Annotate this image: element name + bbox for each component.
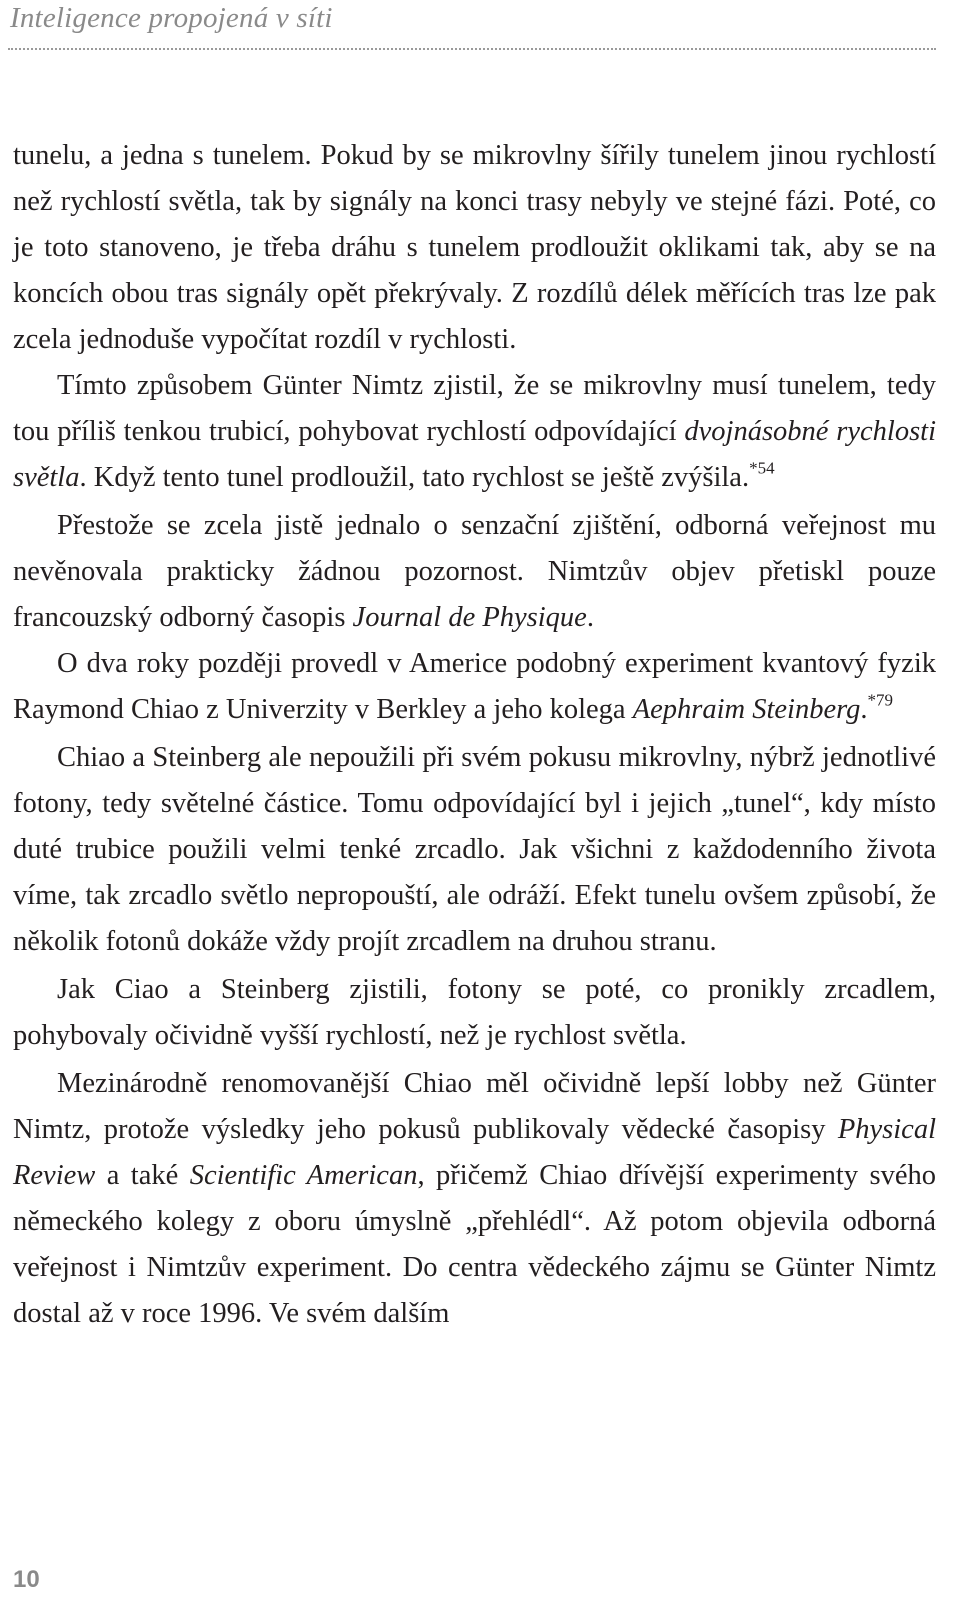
paragraph-7-text-b: a také	[95, 1160, 190, 1191]
page-number: 10	[13, 1566, 40, 1593]
paragraph-4-text-a: O dva roky později provedl v Americe podobný experiment kvantový fyzik Raymond Chiao z Univerzity v Berkley a jeho kolega	[13, 648, 936, 725]
person-name-aephraim-steinberg: Aephraim Steinberg	[632, 694, 861, 725]
paragraph-6: Jak Ciao a Steinberg zjistili, fotony se poté, co pronikly zrcadlem, pohybovaly očividně vyšší rychlostí, než je rychlost světla.	[13, 974, 936, 1051]
paragraph-5: Chiao a Steinberg ale nepoužili při svém pokusu mikrovlny, nýbrž jednotlivé fotony, tedy světelné částice. Tomu odpovídající byl i jejich „tunel“, kdy místo duté trubice použili velmi tenké zrcadlo. Jak všichni z každodenního života víme, tak zrcadlo světlo nepropouští, ale odráží. Efekt tunelu ovšem způsobí, že několik fotonů dokáže vždy projít zrcadlem na druhou stranu.	[13, 742, 936, 957]
journal-title-journal-de-physique: Journal de Physique	[352, 602, 587, 633]
paragraph-4-text-b: .	[860, 694, 868, 725]
paragraph-2	[13, 363, 936, 501]
paragraph-3-text-b: .	[586, 602, 594, 633]
journal-title-physical-review: Physical Review	[13, 1114, 936, 1191]
paragraph-3	[13, 503, 936, 641]
paragraph-2-emphasis: dvojnásobné rychlosti světla	[13, 416, 936, 493]
paragraph-2-text-a: Tímto způsobem Günter Nimtz zjistil, že se mikrovlny musí tunelem, tedy tou příliš tenkou trubicí, pohybovat rychlostí odpovídající	[13, 370, 936, 447]
paragraph-4	[13, 641, 936, 733]
header-dotted-rule	[8, 48, 936, 50]
paragraph-7-text-c: , přičemž Chiao dřívější experimenty svého německého kolegy z oboru úmyslně „přehlédl“. Až potom objevila odborná veřejnost i Nimtzův experiment. Do centra vědeckého zájmu se Günter Nimtz dostal až v roce 1996. Ve svém dalším	[13, 1160, 937, 1329]
footnote-ref-79: *79	[867, 690, 894, 710]
page-body-text	[13, 133, 936, 1337]
footnote-ref-54: *54	[749, 458, 775, 478]
paragraph-7	[13, 1061, 936, 1337]
paragraph-2-text-b: . Když tento tunel prodloužil, tato rychlost se ještě zvýšila.	[79, 462, 750, 493]
paragraph-1: tunelu, a jedna s tunelem. Pokud by se mikrovlny šířily tunelem jinou rychlostí než rychlostí světla, tak by signály na konci trasy nebyly ve stejné fázi. Poté, co je toto stanoveno, je třeba dráhu s tunelem prodloužit oklikami tak, aby se na koncích obou tras signály opět překrývaly. Z rozdílů délek měřících tras lze pak zcela jednoduše vypočítat rozdíl v rychlosti.	[13, 140, 936, 355]
paragraph-3-text-a: Přestože se zcela jistě jednalo o senzační zjištění, odborná veřejnost mu nevěnovala prakticky žádnou pozornost. Nimtzův objev přetiskl pouze francouzský odborný časopis	[13, 510, 936, 633]
paragraph-7-text-a: Mezinárodně renomovanější Chiao měl očividně lepší lobby než Günter Nimtz, protože výsledky jeho pokusů publikovaly vědecké časopisy	[13, 1068, 936, 1145]
journal-title-scientific-american: Scientific American	[189, 1160, 418, 1191]
running-head-title: Inteligence propojená v síti	[10, 2, 333, 34]
